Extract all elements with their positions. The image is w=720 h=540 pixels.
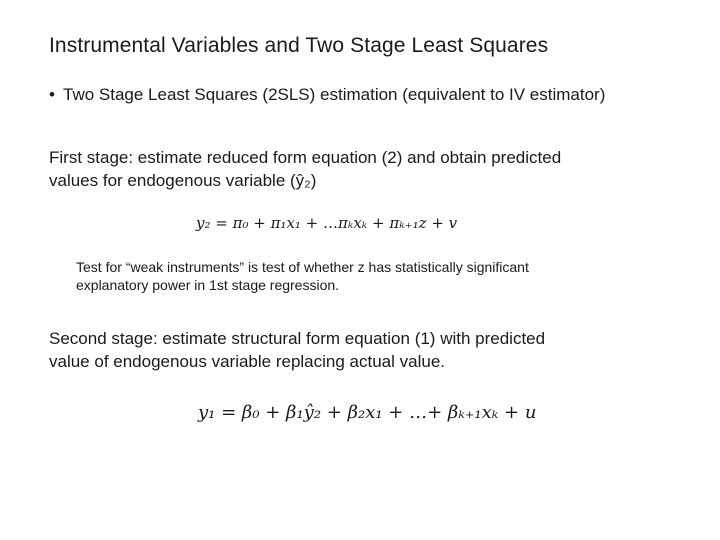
weak-instruments-line-1: Test for “weak instruments” is test of whether z has statistically significant bbox=[76, 259, 529, 275]
bullet-item bbox=[49, 85, 605, 105]
weak-instruments-note bbox=[76, 258, 676, 294]
bullet-text: Two Stage Least Squares (2SLS) estimation (equivalent to IV estimator) bbox=[63, 85, 606, 104]
first-stage-paragraph bbox=[49, 146, 669, 192]
second-stage-equation: y₁ = β₀ + β₁ŷ₂ + β₂x₁ + …+ βₖ₊₁xₖ + u bbox=[198, 402, 537, 423]
first-stage-line-2: values for endogenous variable (ŷ₂) bbox=[49, 171, 317, 190]
second-stage-line-1: Second stage: estimate structural form equation (1) with predicted bbox=[49, 329, 546, 348]
bullet-marker: • bbox=[49, 85, 55, 104]
second-stage-line-2: value of endogenous variable replacing actual value. bbox=[49, 352, 445, 371]
slide-title: Instrumental Variables and Two Stage Least Squares bbox=[49, 34, 549, 57]
first-stage-line-1: First stage: estimate reduced form equation (2) and obtain predicted bbox=[49, 148, 562, 167]
second-stage-paragraph bbox=[49, 327, 669, 373]
first-stage-equation: y₂ = π₀ + π₁x₁ + …πₖxₖ + πₖ₊₁z + v bbox=[196, 214, 458, 232]
weak-instruments-line-2: explanatory power in 1st stage regression. bbox=[76, 277, 340, 293]
